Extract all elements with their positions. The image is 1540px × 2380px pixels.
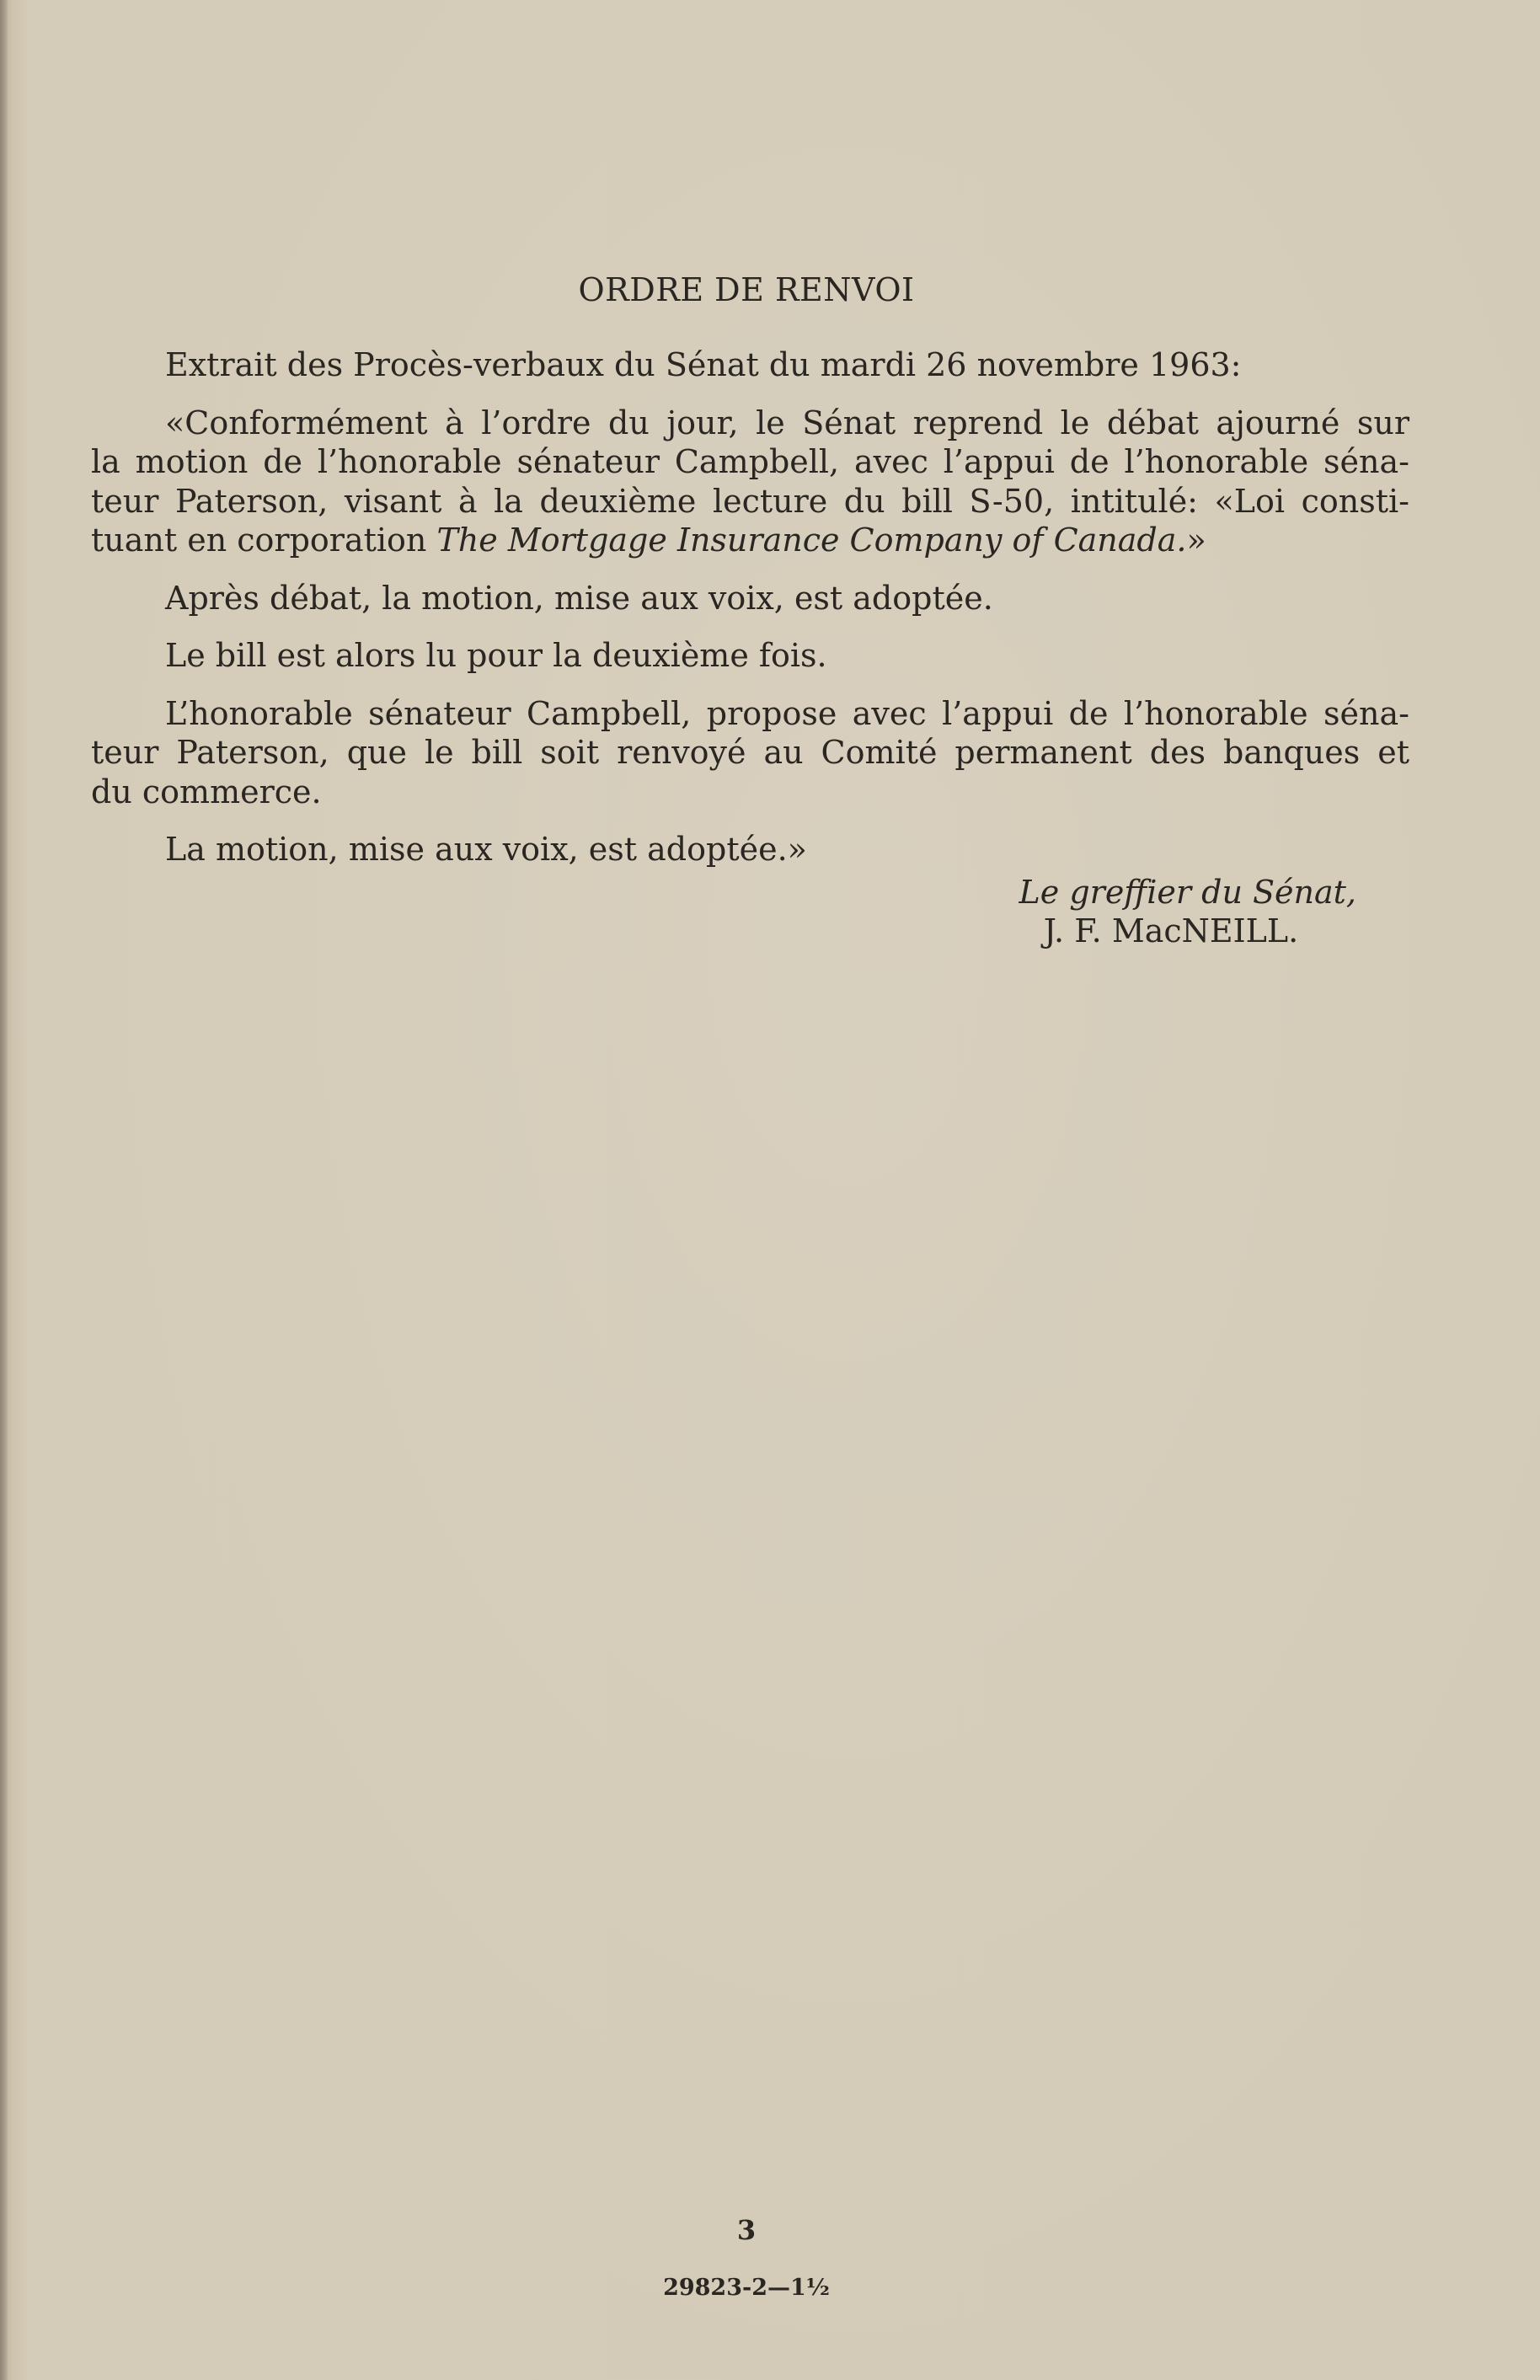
intro-paragraph: Extrait des Procès-verbaux du Sénat du mardi 26 novembre 1963: bbox=[165, 346, 1242, 383]
document-body bbox=[91, 345, 1409, 888]
motion-line: la motion de l’honorable sénateur Campbell, avec l’appui de l’honorable séna- bbox=[91, 443, 1409, 480]
adopted-paragraph: Après débat, la motion, mise aux voix, est adoptée. bbox=[165, 579, 993, 617]
company-name: The Mortgage Insurance Company of Canada. bbox=[436, 521, 1187, 559]
binding-edge bbox=[0, 0, 8, 2380]
print-code: 29823-2—1½ bbox=[663, 2275, 830, 2301]
motion-line bbox=[91, 521, 1409, 560]
signature-name: J. F. MacNEILL. bbox=[1043, 912, 1299, 949]
page-number: 3 bbox=[736, 2214, 757, 2246]
motion-line: teur Paterson, visant à la deuxième lecture du bill S-50, intitulé: «Loi consti- bbox=[91, 482, 1409, 520]
motion-paragraph bbox=[91, 404, 1409, 560]
second-reading-paragraph: Le bill est alors lu pour la deuxième fois. bbox=[165, 637, 827, 674]
signature-title: Le greffier du Sénat, bbox=[1019, 874, 1356, 911]
motion-line-text: tuant en corporation bbox=[91, 521, 437, 559]
signature-block bbox=[952, 873, 1356, 950]
referral-line: du commerce. bbox=[91, 773, 322, 810]
referral-line: teur Paterson, que le bill soit renvoyé au Comité permanent des banques et bbox=[91, 734, 1409, 771]
referral-paragraph bbox=[91, 694, 1409, 812]
page-title: ORDRE DE RENVOI bbox=[578, 271, 915, 308]
final-adopted-paragraph: La motion, mise aux voix, est adoptée.» bbox=[165, 831, 807, 868]
referral-line: L’honorable sénateur Campbell, propose avec l’appui de l’honorable séna- bbox=[165, 694, 1409, 732]
motion-line: «Conformément à l’ordre du jour, le Sénat reprend le débat ajourné sur bbox=[165, 404, 1409, 441]
closing-quote: » bbox=[1186, 521, 1206, 559]
